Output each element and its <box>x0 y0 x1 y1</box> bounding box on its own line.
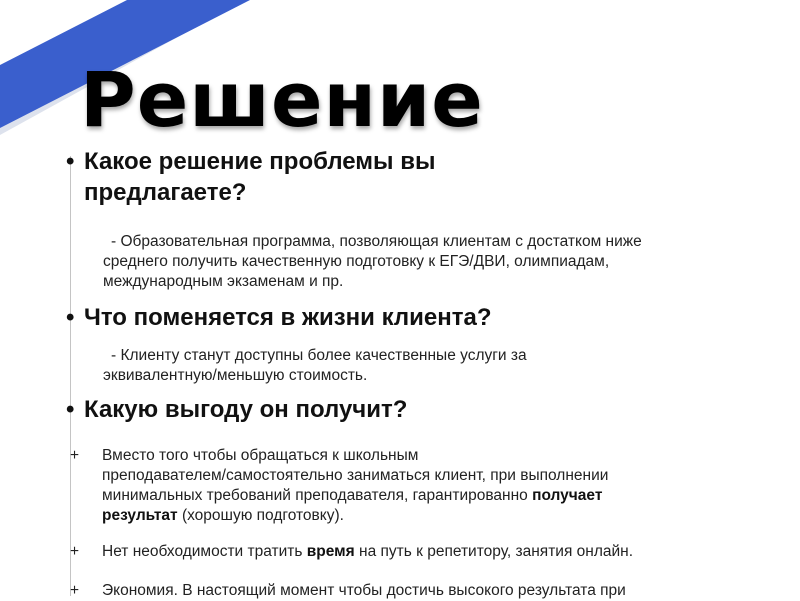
benefit-line: Нет необходимости тратить <box>102 543 307 560</box>
answer-text <box>103 232 723 292</box>
benefit-item <box>70 581 730 601</box>
answer-line: среднего получить качественную подготовку к ЕГЭ/ДВИ, олимпиадам, <box>103 253 610 270</box>
answer-line: - Образовательная программа, позволяющая клиентам с достатком ниже <box>111 233 642 250</box>
question-item <box>66 302 604 333</box>
benefit-text <box>102 542 712 562</box>
answer-text <box>103 346 723 386</box>
benefit-line: Вместо того чтобы обращаться к школьным <box>102 447 419 464</box>
benefit-item <box>70 542 730 562</box>
plus-marker: + <box>70 447 80 464</box>
benefit-line: на путь к репетитору, занятия онлайн. <box>354 543 634 560</box>
benefit-line: преподавателем/самостоятельно заниматься клиент, при выполнении <box>102 467 609 484</box>
left-divider <box>70 156 71 596</box>
page-title: Решение <box>80 55 484 144</box>
benefit-line: минимальных требований преподавателя, гарантированно <box>102 487 533 504</box>
benefit-emphasis: результат <box>102 507 178 524</box>
bullet-dot: • <box>66 148 75 175</box>
benefit-emphasis: получает <box>532 487 603 504</box>
question-item <box>66 146 604 208</box>
question-item <box>66 394 604 425</box>
benefit-text: Экономия. В настоящий момент чтобы достичь высокого результата при <box>102 582 626 599</box>
question-text: Что поменяется в жизни клиента? <box>84 304 492 331</box>
answer-line: международным экзаменам и пр. <box>103 273 344 290</box>
benefit-item <box>70 446 730 526</box>
question-text: Какое решение проблемы вы предлагаете? <box>84 148 436 206</box>
plus-marker: + <box>70 582 80 599</box>
answer-line: - Клиенту станут доступны более качественные услуги за <box>111 347 527 364</box>
question-text: Какую выгоду он получит? <box>84 396 408 423</box>
answer-line: эквивалентную/меньшую стоимость. <box>103 367 368 384</box>
benefit-text <box>102 446 712 526</box>
benefit-emphasis: время <box>306 543 355 560</box>
bullet-dot: • <box>66 304 75 331</box>
plus-marker: + <box>70 543 80 560</box>
bullet-dot: • <box>66 396 75 423</box>
benefit-line: (хорошую подготовку). <box>177 507 344 524</box>
